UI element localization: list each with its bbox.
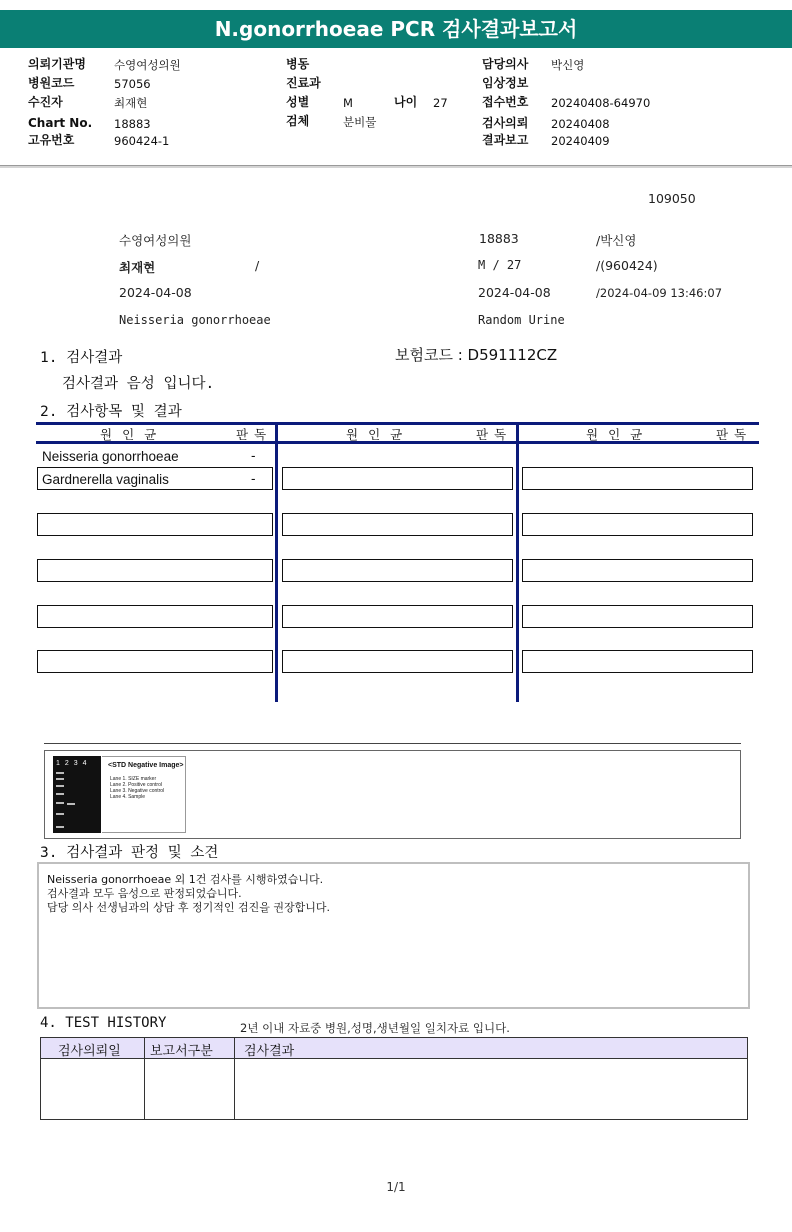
gel-lane-numbers: 1234 [56, 760, 92, 767]
history-col-result: 검사결과 [244, 1044, 295, 1059]
ward-label: 병동 [286, 57, 310, 71]
summary-date-1: 2024-04-08 [119, 285, 192, 300]
summary-chart-no: 18883 [479, 231, 519, 246]
col-organism-3: 원인균 [586, 427, 653, 442]
result-organism-1: Neisseria gonorrhoeae [42, 449, 179, 464]
report-title: N.gonorrhoeae PCR 검사결과보고서 [0, 10, 792, 48]
report-date-label: 결과보고 [482, 133, 529, 147]
result-row-box [37, 513, 273, 536]
result-row-box [282, 513, 513, 536]
summary-test-name: Neisseria gonorrhoeae [119, 313, 271, 327]
hospital-code-label: 병원코드 [28, 76, 75, 90]
result-judgement-1: - [251, 448, 256, 463]
opinion-line: Neisseria gonorrhoeae 외 1건 검사를 시행하였습니다. [47, 873, 324, 886]
header-divider [0, 165, 792, 168]
result-summary: 검사결과 음성 입니다. [62, 376, 215, 392]
result-row-box [282, 467, 513, 490]
request-date-value: 20240408 [551, 117, 610, 131]
summary-slash: / [255, 258, 260, 273]
department-label: 진료과 [286, 76, 321, 90]
gel-note: Lane 4. Sample [110, 794, 146, 800]
section-4-heading: 4. TEST HISTORY [40, 1015, 167, 1031]
history-note: 2년 이내 자료중 병원,성명,생년월일 일치자료 입니다. [240, 1021, 510, 1035]
summary-birth: /(960424) [596, 258, 658, 273]
summary-date-2: 2024-04-08 [478, 285, 551, 300]
result-row-box [522, 559, 753, 582]
chart-no-value: 18883 [114, 117, 151, 131]
chart-no-label: Chart No. [28, 116, 93, 130]
gel-band [56, 826, 64, 828]
doctor-value: 박신영 [551, 58, 585, 72]
age-value: 27 [433, 96, 448, 110]
opinion-line: 담당 의사 선생님과의 상담 후 정기적인 검진을 권장합니다. [47, 901, 330, 914]
report-date-value: 20240409 [551, 134, 610, 148]
history-col-divider [144, 1037, 145, 1120]
hospital-code-value: 57056 [114, 77, 151, 91]
clinical-info-label: 임상정보 [482, 76, 529, 90]
history-table-header [40, 1037, 748, 1059]
gel-note: Lane 1. SIZE marker [110, 776, 157, 782]
page-number: 1/1 [386, 1180, 406, 1194]
summary-specimen-type: Random Urine [478, 313, 565, 327]
doctor-label: 담당의사 [482, 57, 529, 71]
summary-institution: 수영여성의원 [119, 233, 192, 248]
result-row-box [282, 650, 513, 673]
result-row-box [37, 650, 273, 673]
receipt-no-value: 20240408-64970 [551, 96, 651, 110]
sex-label: 성별 [286, 95, 310, 109]
summary-datetime: /2024-04-09 13:46:07 [596, 286, 723, 300]
result-organism-2: Gardnerella vaginalis [42, 472, 169, 487]
result-row-box [522, 650, 753, 673]
institution-value: 수영여성의원 [114, 58, 181, 72]
history-col-request-date: 검사의뢰일 [58, 1044, 121, 1059]
section-3-heading: 3. 검사결과 판정 및 소견 [40, 845, 219, 861]
age-label: 나이 [394, 95, 418, 109]
summary-patient: 최재현 [119, 260, 156, 275]
table-divider-2 [516, 422, 519, 702]
section-1-heading: 1. 검사결과 [40, 350, 123, 366]
insurance-code: 보험코드 : D591112CZ [395, 346, 558, 364]
unique-no-label: 고유번호 [28, 133, 75, 147]
gel-band [56, 813, 64, 815]
summary-doctor: /박신영 [596, 233, 637, 248]
opinion-line: 검사결과 모두 음성으로 판정되었습니다. [47, 887, 242, 900]
gel-title: <STD Negative Image> [108, 762, 184, 769]
specimen-value: 분비물 [343, 115, 377, 129]
history-col-divider [234, 1037, 235, 1120]
gel-band [67, 803, 75, 805]
gel-note: Lane 3. Negative control [110, 788, 165, 794]
result-row-box [282, 559, 513, 582]
gel-top-rule [44, 743, 741, 744]
col-judgement-2: 판독 [476, 427, 513, 442]
gel-band [56, 785, 64, 787]
page-id: 109050 [648, 191, 696, 206]
request-date-label: 검사의뢰 [482, 116, 529, 130]
gel-band [56, 778, 64, 780]
sex-value: M [343, 96, 353, 110]
result-judgement-2: - [251, 471, 256, 486]
unique-no-value: 960424-1 [114, 134, 170, 148]
result-row-box [37, 605, 273, 628]
gel-band [56, 772, 64, 774]
gel-note: Lane 2. Positive control [110, 782, 162, 788]
summary-sex-age: M / 27 [478, 258, 522, 272]
col-organism-1: 원인균 [100, 427, 167, 442]
col-judgement-3: 판독 [716, 427, 753, 442]
institution-label: 의뢰기관명 [28, 57, 86, 71]
result-row-box [522, 605, 753, 628]
patient-label: 수진자 [28, 95, 63, 109]
col-organism-2: 원인균 [346, 427, 413, 442]
receipt-no-label: 접수번호 [482, 95, 529, 109]
patient-value: 최재현 [114, 96, 148, 110]
table-divider-1 [275, 422, 278, 702]
specimen-label: 검체 [286, 114, 310, 128]
result-row-box [37, 559, 273, 582]
history-col-report-type: 보고서구분 [150, 1044, 213, 1059]
section-2-heading: 2. 검사항목 및 결과 [40, 404, 182, 420]
result-row-box [522, 513, 753, 536]
gel-band [56, 802, 64, 804]
col-judgement-1: 판독 [236, 427, 273, 442]
gel-band [56, 793, 64, 795]
result-row-box [282, 605, 513, 628]
result-row-box [522, 467, 753, 490]
